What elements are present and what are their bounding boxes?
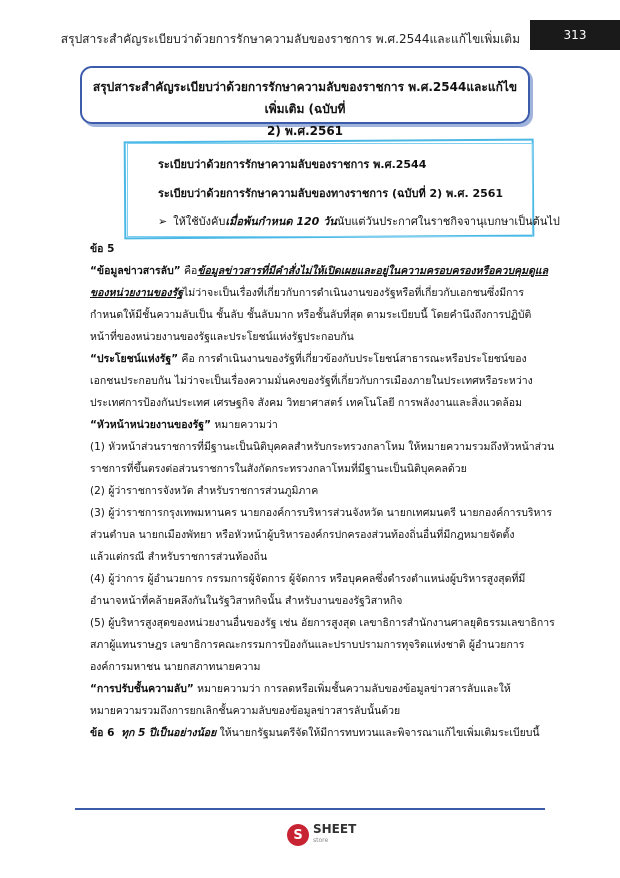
definition-secret-info-l2: ของหน่วยงานของรัฐไม่ว่าจะเป็นเรื่องที่เกี่ยวกับการดำเนินงานของรัฐหรือที่เกี่ยวกับเอกชนซึ่งมีการ: [90, 287, 525, 299]
definition-secret-info-l4: หน้าที่ของหน่วยงานของรัฐและประโยชน์แห่งรัฐประกอบกัน: [90, 331, 354, 343]
effective-suffix: นับแต่วันประกาศในราชกิจจานุเบกษาเป็นต้นไป: [336, 215, 560, 228]
definition-reclassification-l2: หมายความรวมถึงการยกเลิกชั้นความลับของข้อมูลข่าวสารลับนั้นด้วย: [90, 705, 401, 717]
list-item: (5) ผู้บริหารสูงสุดของหน่วยงานอื่นของรัฐ เช่น อัยการสูงสุด เลขาธิการสำนักงานศาลยุติธรรมเลขาธิการ: [90, 617, 555, 629]
definition-reclassification: “การปรับชั้นความลับ” หมายความว่า การลดหรือเพิ่มชั้นความลับของข้อมูลข่าวสารลับและให้: [90, 683, 511, 695]
summary-title-box: [80, 66, 530, 138]
page-number: 313: [530, 20, 620, 50]
definition-secret-info-l3: กำหนดให้มีชั้นความลับเป็น ชั้นลับ ชั้นลับมาก หรือชั้นลับที่สุด ตามระเบียบนี้ โดยคำนึงถึงการปฏิบัติ: [90, 309, 532, 321]
section-6: ข้อ 6 ทุก 5 ปีเป็นอย่างน้อย ให้นายกรัฐมนตรีจัดให้มีการทบทวนและพิจารณาแก้ไขเพิ่มเติมระเบียบนี้: [90, 727, 540, 739]
sheet-store-logo: [287, 823, 356, 847]
summary-title-line2: 2) พ.ศ.2561: [266, 124, 344, 138]
arrow-bullet-icon: ➢: [158, 215, 168, 228]
list-item: องค์การมหาชน นายกสภาทนายความ: [90, 661, 261, 673]
definition-secret-info: “ข้อมูลข่าวสารลับ” คือข้อมูลข่าวสารที่มีคำสั่งไม่ให้เปิดเผยและอยู่ในความครอบครองหรือควบคุมดูแล: [90, 265, 549, 277]
logo-wordmark: SHEET store: [313, 822, 357, 844]
list-item: สภาผู้แทนราษฎร เลขาธิการคณะกรรมการป้องกันและปราบปรามการทุจริตแห่งชาติ ผู้อำนวยการ: [90, 639, 525, 651]
regulation-2544: ระเบียบว่าด้วยการรักษาความลับของราชการ พ.ศ.2544: [158, 158, 427, 171]
list-item: (4) ผู้ว่าการ ผู้อำนวยการ กรรมการผู้จัดการ ผู้จัดการ หรือบุคคลซึ่งดำรงตำแหน่งผู้บริหารสูงสุดที่มี: [90, 573, 526, 585]
list-item: (3) ผู้ว่าราชการกรุงเทพมหานคร นายกองค์การบริหารส่วนจังหวัด นายกเทศมนตรี นายกองค์การบริหาร: [90, 507, 552, 519]
definition-agency-head: “หัวหน้าหน่วยงานของรัฐ” หมายความว่า: [90, 419, 278, 431]
list-item: ราชการที่ขึ้นตรงต่อส่วนราชการในสังกัดกระทรวงกลาโหมที่มีฐานะเป็นนิติบุคคลด้วย: [90, 463, 467, 475]
definition-state-benefit-l2: เอกชนประกอบกัน ไม่ว่าจะเป็นเรื่องความมั่นคงของรัฐที่เกี่ยวกับการเมืองภายในประเทศหรือระหว่าง: [90, 375, 533, 387]
logo-s-icon: S: [287, 824, 309, 846]
definition-state-benefit-l3: ประเทศการป้องกันประเทศ เศรษฐกิจ สังคม วิทยาศาสตร์ เทคโนโลยี การพลังงานและสิ่งแวดล้อม: [90, 397, 523, 409]
effective-emphasis: เมื่อพ้นกำหนด 120 วัน: [225, 215, 337, 228]
section-5-heading: ข้อ 5: [90, 243, 115, 255]
list-item: แล้วแต่กรณี สำหรับราชการส่วนท้องถิ่น: [90, 551, 268, 563]
list-item: อำนาจหน้าที่คล้ายคลึงกันในรัฐวิสาหกิจนั้น สำหรับงานของรัฐวิสาหกิจ: [90, 595, 403, 607]
list-item: (2) ผู้ว่าราชการจังหวัด สำหรับราชการส่วนภูมิภาค: [90, 485, 319, 497]
footer-rule: [75, 808, 545, 810]
list-item: ส่วนตำบล นายกเมืองพัทยา หรือหัวหน้าผู้บริหารองค์กรปกครองส่วนท้องถิ่นอื่นที่มีกฎหมายจัดตั้ง: [90, 529, 515, 541]
summary-title-line1: สรุปสาระสำคัญระเบียบว่าด้วยการรักษาความลับของราชการ พ.ศ.2544และแก้ไขเพิ่มเติม (ฉบับที่: [92, 80, 518, 116]
effective-date-note: [158, 212, 560, 230]
definition-state-benefit: “ประโยชน์แห่งรัฐ” คือ การดำเนินงานของรัฐที่เกี่ยวข้องกับประโยชน์สาธารณะหรือประโยชน์ของ: [90, 353, 527, 365]
running-header: สรุปสาระสำคัญระเบียบว่าด้วยการรักษาความลับของราชการ พ.ศ.2544และแก้ไขเพิ่มเติม: [60, 32, 520, 46]
regulation-2561: ระเบียบว่าด้วยการรักษาความลับของทางราชการ (ฉบับที่ 2) พ.ศ. 2561: [158, 187, 504, 200]
list-item: (1) หัวหน้าส่วนราชการที่มีฐานะเป็นนิติบุคคลสำหรับกระทรวงกลาโหม ให้หมายความรวมถึงหัวหน้าส่วน: [90, 441, 555, 453]
effective-prefix: ให้ใช้บังคับ: [173, 215, 226, 228]
